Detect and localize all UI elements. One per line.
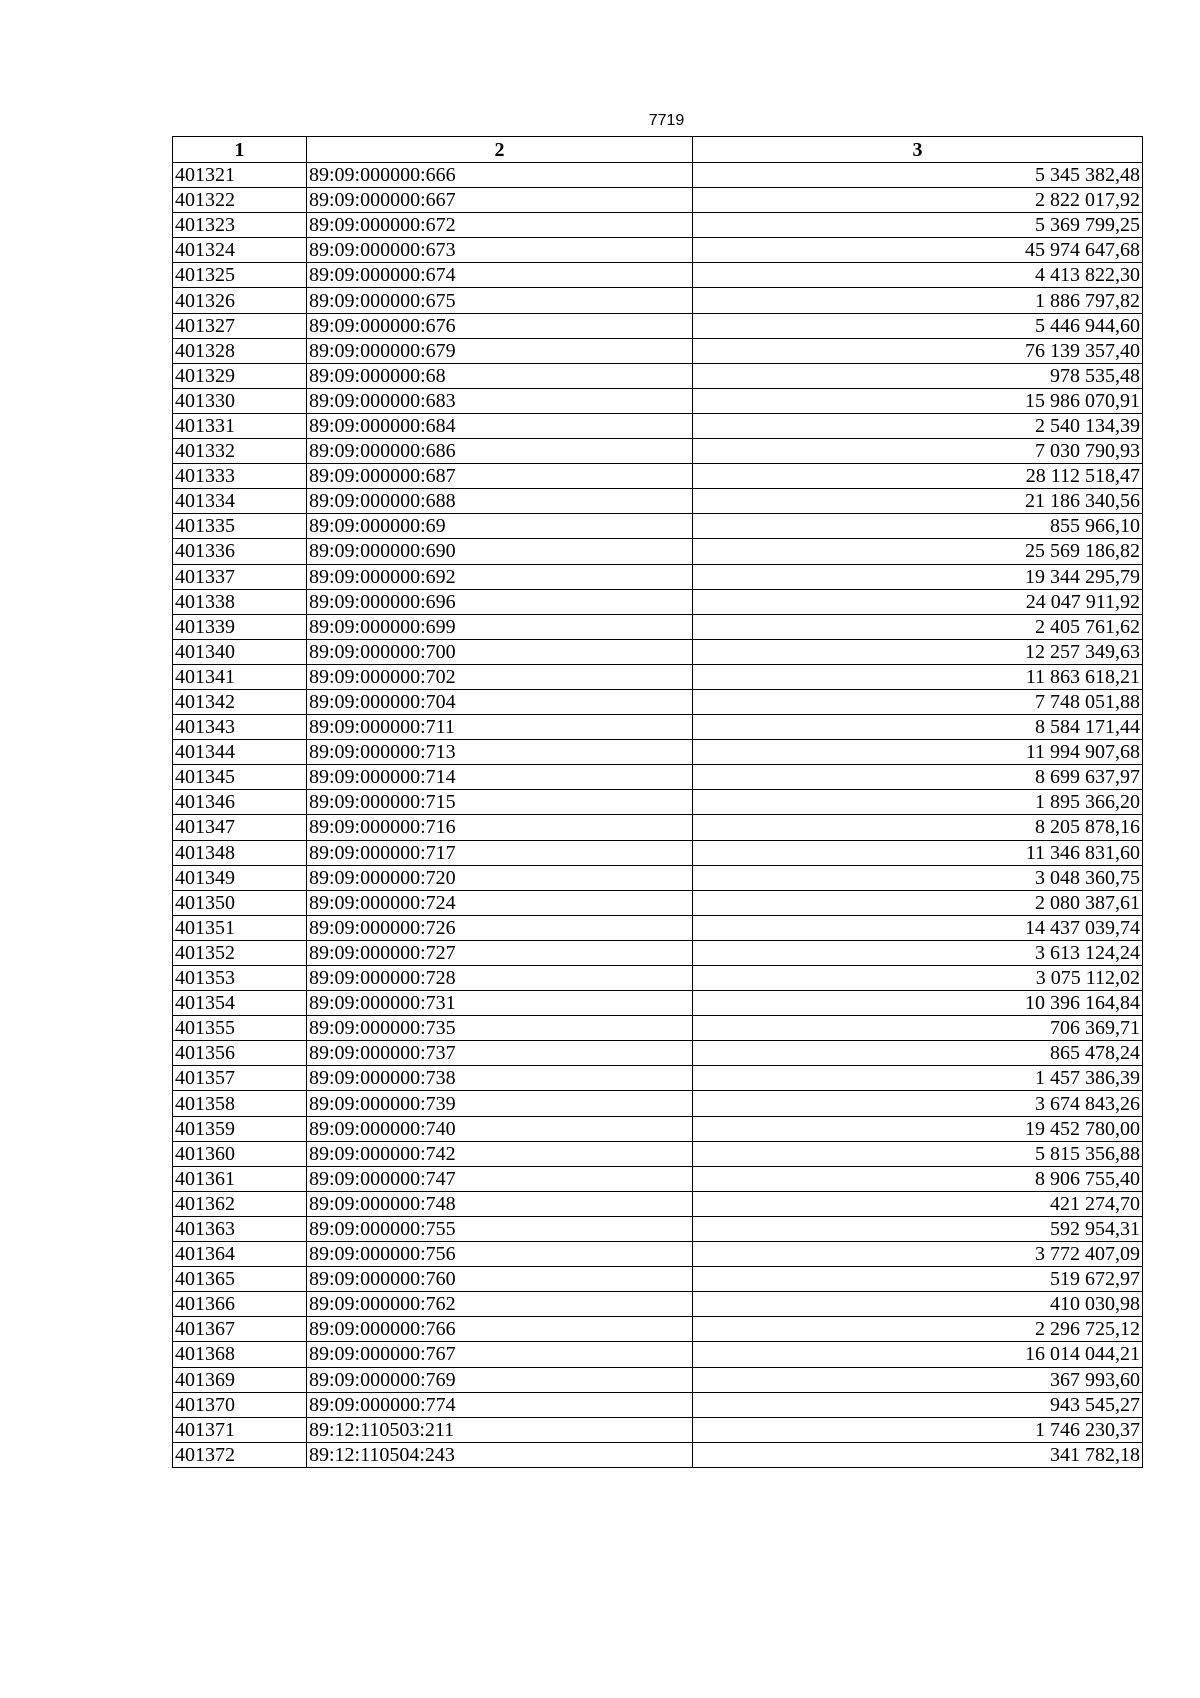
row-number-cell: 401350 [173,890,307,915]
row-number-cell: 401352 [173,940,307,965]
table-row [173,1191,1143,1216]
table-row [173,765,1143,790]
cadastral-number-cell: 89:09:000000:726 [307,915,693,940]
table-row [173,1392,1143,1417]
cadastral-number-cell: 89:09:000000:720 [307,865,693,890]
table-row [173,589,1143,614]
value-cell: 3 075 112,02 [693,966,1143,991]
row-number-cell: 401325 [173,263,307,288]
value-cell: 10 396 164,84 [693,991,1143,1016]
table-row [173,1141,1143,1166]
cadastral-number-cell: 89:09:000000:742 [307,1141,693,1166]
cadastral-number-cell: 89:09:000000:675 [307,288,693,313]
row-number-cell: 401349 [173,865,307,890]
value-cell: 855 966,10 [693,514,1143,539]
value-cell: 5 345 382,48 [693,163,1143,188]
table-row [173,363,1143,388]
table-row [173,991,1143,1016]
row-number-cell: 401351 [173,915,307,940]
value-cell: 943 545,27 [693,1392,1143,1417]
value-cell: 3 772 407,09 [693,1242,1143,1267]
cadastral-number-cell: 89:09:000000:738 [307,1066,693,1091]
row-number-cell: 401321 [173,163,307,188]
cadastral-number-cell: 89:09:000000:692 [307,564,693,589]
table-row [173,439,1143,464]
cadastral-number-cell: 89:09:000000:767 [307,1342,693,1367]
row-number-cell: 401341 [173,664,307,689]
cadastral-number-cell: 89:09:000000:715 [307,790,693,815]
cadastral-number-cell: 89:09:000000:690 [307,539,693,564]
row-number-cell: 401329 [173,363,307,388]
table-row [173,1292,1143,1317]
row-number-cell: 401359 [173,1116,307,1141]
cadastral-number-cell: 89:09:000000:716 [307,815,693,840]
cadastral-number-cell: 89:09:000000:766 [307,1317,693,1342]
cadastral-number-cell: 89:09:000000:740 [307,1116,693,1141]
cadastral-number-cell: 89:09:000000:747 [307,1166,693,1191]
table-row [173,1116,1143,1141]
column-header-3: 3 [693,137,1143,163]
row-number-cell: 401363 [173,1216,307,1241]
cadastral-number-cell: 89:12:110503:211 [307,1417,693,1442]
value-cell: 19 452 780,00 [693,1116,1143,1141]
value-cell: 8 699 637,97 [693,765,1143,790]
table-row [173,1216,1143,1241]
table-row [173,865,1143,890]
table-row [173,1091,1143,1116]
value-cell: 1 895 366,20 [693,790,1143,815]
table-row [173,338,1143,363]
table-row [173,1317,1143,1342]
cadastral-number-cell: 89:09:000000:702 [307,664,693,689]
table-row [173,539,1143,564]
value-cell: 2 405 761,62 [693,614,1143,639]
value-cell: 15 986 070,91 [693,388,1143,413]
value-cell: 1 746 230,37 [693,1417,1143,1442]
cadastral-number-cell: 89:09:000000:672 [307,213,693,238]
row-number-cell: 401327 [173,313,307,338]
table-row [173,664,1143,689]
value-cell: 978 535,48 [693,363,1143,388]
row-number-cell: 401358 [173,1091,307,1116]
table-row [173,815,1143,840]
value-cell: 1 886 797,82 [693,288,1143,313]
value-cell: 4 413 822,30 [693,263,1143,288]
cadastral-number-cell: 89:09:000000:69 [307,514,693,539]
value-cell: 25 569 186,82 [693,539,1143,564]
row-number-cell: 401369 [173,1367,307,1392]
value-cell: 421 274,70 [693,1191,1143,1216]
cadastral-number-cell: 89:09:000000:760 [307,1267,693,1292]
row-number-cell: 401336 [173,539,307,564]
value-cell: 12 257 349,63 [693,639,1143,664]
value-cell: 19 344 295,79 [693,564,1143,589]
row-number-cell: 401371 [173,1417,307,1442]
row-number-cell: 401330 [173,388,307,413]
value-cell: 5 446 944,60 [693,313,1143,338]
row-number-cell: 401360 [173,1141,307,1166]
table-row [173,1442,1143,1467]
header-row [173,137,1143,163]
value-cell: 706 369,71 [693,1016,1143,1041]
row-number-cell: 401361 [173,1166,307,1191]
cadastral-number-cell: 89:09:000000:717 [307,840,693,865]
value-cell: 367 993,60 [693,1367,1143,1392]
value-cell: 11 994 907,68 [693,740,1143,765]
row-number-cell: 401354 [173,991,307,1016]
row-number-cell: 401348 [173,840,307,865]
cadastral-number-cell: 89:09:000000:737 [307,1041,693,1066]
value-cell: 5 369 799,25 [693,213,1143,238]
cadastral-number-cell: 89:09:000000:711 [307,715,693,740]
cadastral-number-cell: 89:09:000000:756 [307,1242,693,1267]
value-cell: 2 822 017,92 [693,188,1143,213]
row-number-cell: 401364 [173,1242,307,1267]
table-row [173,489,1143,514]
row-number-cell: 401328 [173,338,307,363]
table-row [173,1166,1143,1191]
table-row [173,564,1143,589]
table-row [173,1417,1143,1442]
value-cell: 2 540 134,39 [693,413,1143,438]
table-row [173,163,1143,188]
value-cell: 3 048 360,75 [693,865,1143,890]
cadastral-number-cell: 89:09:000000:687 [307,464,693,489]
value-cell: 24 047 911,92 [693,589,1143,614]
value-cell: 8 906 755,40 [693,1166,1143,1191]
value-cell: 3 613 124,24 [693,940,1143,965]
table-body [173,163,1143,1468]
cadastral-number-cell: 89:09:000000:68 [307,363,693,388]
cadastral-number-cell: 89:09:000000:676 [307,313,693,338]
table-row [173,188,1143,213]
value-cell: 410 030,98 [693,1292,1143,1317]
table-row [173,288,1143,313]
row-number-cell: 401326 [173,288,307,313]
value-cell: 76 139 357,40 [693,338,1143,363]
row-number-cell: 401337 [173,564,307,589]
value-cell: 2 080 387,61 [693,890,1143,915]
value-cell: 341 782,18 [693,1442,1143,1467]
table-row [173,238,1143,263]
value-cell: 7 748 051,88 [693,689,1143,714]
row-number-cell: 401322 [173,188,307,213]
cadastral-number-cell: 89:09:000000:688 [307,489,693,514]
row-number-cell: 401340 [173,639,307,664]
value-cell: 16 014 044,21 [693,1342,1143,1367]
row-number-cell: 401347 [173,815,307,840]
value-cell: 11 863 618,21 [693,664,1143,689]
value-cell: 2 296 725,12 [693,1317,1143,1342]
cadastral-number-cell: 89:12:110504:243 [307,1442,693,1467]
table-row [173,1342,1143,1367]
table-row [173,740,1143,765]
cadastral-number-cell: 89:09:000000:724 [307,890,693,915]
row-number-cell: 401334 [173,489,307,514]
table-row [173,915,1143,940]
table-row [173,790,1143,815]
value-cell: 5 815 356,88 [693,1141,1143,1166]
value-cell: 7 030 790,93 [693,439,1143,464]
row-number-cell: 401362 [173,1191,307,1216]
row-number-cell: 401344 [173,740,307,765]
table-row [173,840,1143,865]
table-row [173,1041,1143,1066]
row-number-cell: 401323 [173,213,307,238]
row-number-cell: 401335 [173,514,307,539]
row-number-cell: 401365 [173,1267,307,1292]
table-row [173,689,1143,714]
cadastral-number-cell: 89:09:000000:735 [307,1016,693,1041]
row-number-cell: 401346 [173,790,307,815]
cadastral-number-cell: 89:09:000000:728 [307,966,693,991]
cadastral-number-cell: 89:09:000000:666 [307,163,693,188]
value-cell: 8 584 171,44 [693,715,1143,740]
value-cell: 28 112 518,47 [693,464,1143,489]
cadastral-number-cell: 89:09:000000:683 [307,388,693,413]
table-row [173,464,1143,489]
table-row [173,213,1143,238]
table-row [173,263,1143,288]
row-number-cell: 401355 [173,1016,307,1041]
row-number-cell: 401357 [173,1066,307,1091]
cadastral-number-cell: 89:09:000000:673 [307,238,693,263]
row-number-cell: 401345 [173,765,307,790]
row-number-cell: 401368 [173,1342,307,1367]
value-cell: 21 186 340,56 [693,489,1143,514]
cadastral-number-cell: 89:09:000000:762 [307,1292,693,1317]
cadastral-number-cell: 89:09:000000:731 [307,991,693,1016]
value-cell: 3 674 843,26 [693,1091,1143,1116]
row-number-cell: 401370 [173,1392,307,1417]
cadastral-number-cell: 89:09:000000:674 [307,263,693,288]
cadastral-number-cell: 89:09:000000:667 [307,188,693,213]
cadastral-number-cell: 89:09:000000:755 [307,1216,693,1241]
row-number-cell: 401372 [173,1442,307,1467]
cadastral-number-cell: 89:09:000000:686 [307,439,693,464]
value-cell: 11 346 831,60 [693,840,1143,865]
value-cell: 865 478,24 [693,1041,1143,1066]
cadastral-number-cell: 89:09:000000:700 [307,639,693,664]
row-number-cell: 401356 [173,1041,307,1066]
cadastral-number-cell: 89:09:000000:684 [307,413,693,438]
value-cell: 1 457 386,39 [693,1066,1143,1091]
cadastral-number-cell: 89:09:000000:739 [307,1091,693,1116]
cadastral-number-cell: 89:09:000000:769 [307,1367,693,1392]
row-number-cell: 401343 [173,715,307,740]
cadastral-value-table [172,136,1143,1468]
table-row [173,514,1143,539]
cadastral-number-cell: 89:09:000000:714 [307,765,693,790]
column-header-2: 2 [307,137,693,163]
cadastral-number-cell: 89:09:000000:696 [307,589,693,614]
row-number-cell: 401366 [173,1292,307,1317]
table-row [173,313,1143,338]
value-cell: 592 954,31 [693,1216,1143,1241]
table-header [173,137,1143,163]
table-row [173,1367,1143,1392]
table-row [173,966,1143,991]
table-row [173,413,1143,438]
value-cell: 8 205 878,16 [693,815,1143,840]
table-row [173,1066,1143,1091]
table-row [173,890,1143,915]
row-number-cell: 401367 [173,1317,307,1342]
table-row [173,715,1143,740]
table-row [173,1242,1143,1267]
page-number: 7719 [648,112,685,129]
table-row [173,388,1143,413]
table-row [173,614,1143,639]
row-number-cell: 401338 [173,589,307,614]
cadastral-number-cell: 89:09:000000:748 [307,1191,693,1216]
cadastral-number-cell: 89:09:000000:774 [307,1392,693,1417]
value-cell: 519 672,97 [693,1267,1143,1292]
row-number-cell: 401332 [173,439,307,464]
row-number-cell: 401342 [173,689,307,714]
value-cell: 45 974 647,68 [693,238,1143,263]
cadastral-number-cell: 89:09:000000:713 [307,740,693,765]
cadastral-number-cell: 89:09:000000:704 [307,689,693,714]
column-header-1: 1 [173,137,307,163]
table-row [173,639,1143,664]
row-number-cell: 401331 [173,413,307,438]
table-row [173,1267,1143,1292]
row-number-cell: 401324 [173,238,307,263]
row-number-cell: 401333 [173,464,307,489]
cadastral-number-cell: 89:09:000000:679 [307,338,693,363]
value-cell: 14 437 039,74 [693,915,1143,940]
cadastral-number-cell: 89:09:000000:727 [307,940,693,965]
table-row [173,940,1143,965]
row-number-cell: 401339 [173,614,307,639]
row-number-cell: 401353 [173,966,307,991]
table-row [173,1016,1143,1041]
cadastral-number-cell: 89:09:000000:699 [307,614,693,639]
